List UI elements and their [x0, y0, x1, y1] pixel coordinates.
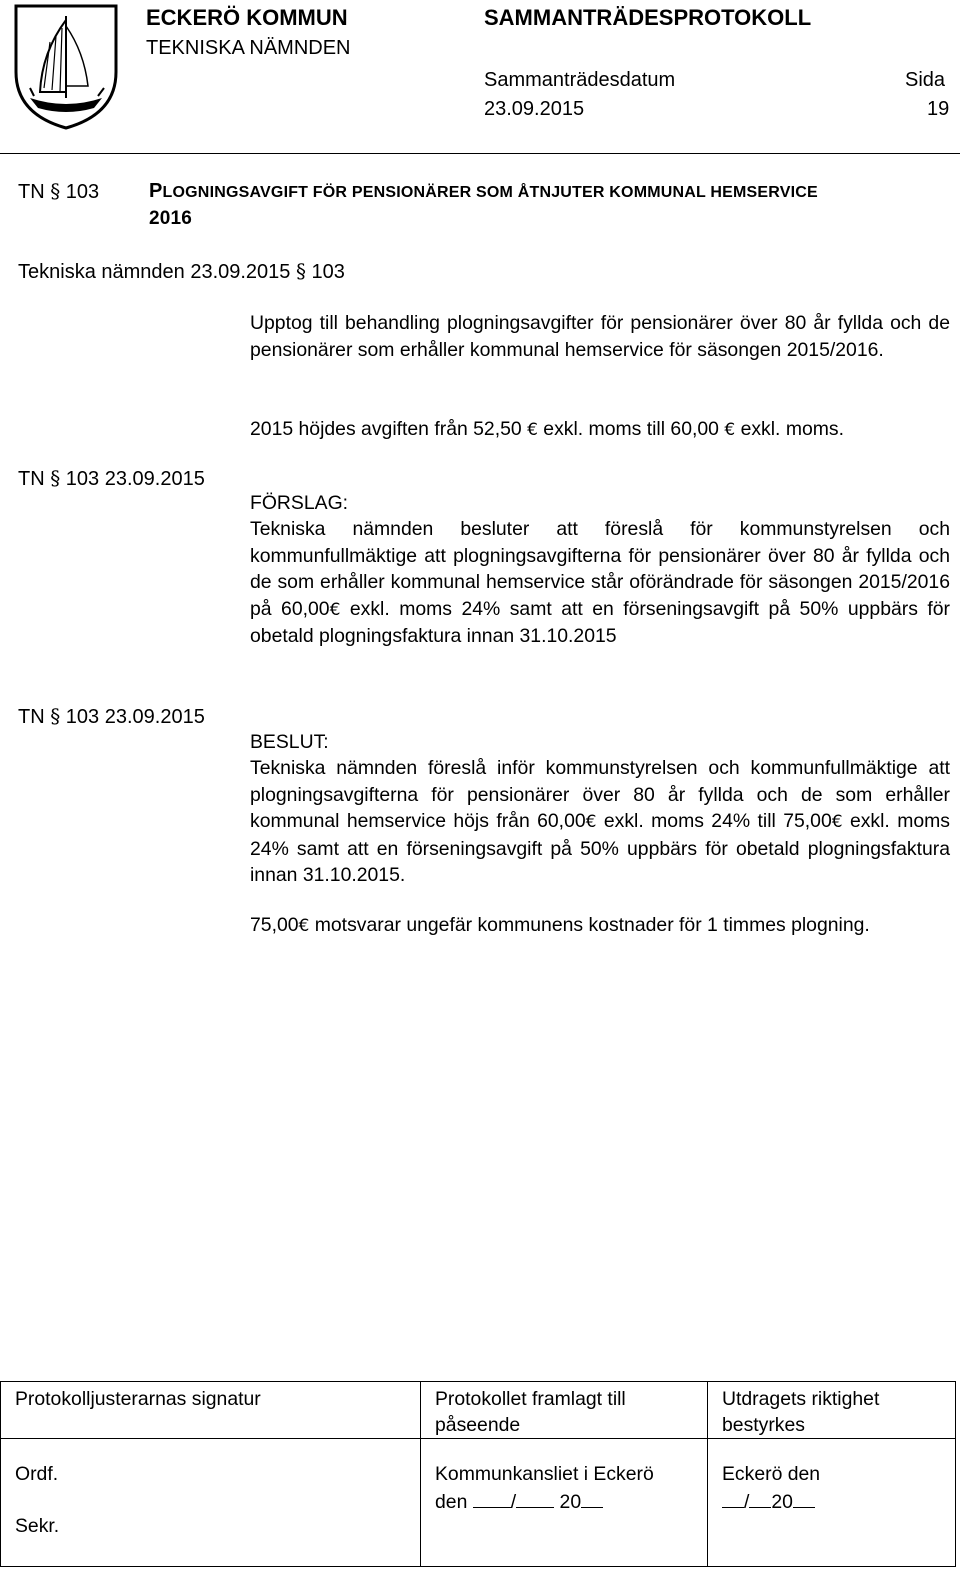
presentation-header: Protokollet framlagt till påseende: [421, 1382, 708, 1439]
signature-cell: [1, 1439, 421, 1567]
dept-name: TEKNISKA NÄMNDEN: [146, 37, 351, 59]
day-blank[interactable]: [722, 1487, 744, 1508]
day-blank[interactable]: [473, 1487, 511, 1508]
decision-heading: BESLUT:: [250, 731, 329, 753]
euro-icon: €: [724, 420, 736, 440]
certification-place: Eckerö den: [722, 1463, 821, 1485]
page-number: 19: [927, 98, 950, 120]
euro-icon: €: [329, 599, 341, 620]
euro-icon: €: [298, 916, 310, 936]
meeting-date: 23.09.2015: [484, 98, 585, 120]
month-blank[interactable]: [516, 1487, 554, 1508]
euro-icon: €: [585, 812, 597, 832]
decision-reference: TN § 103 23.09.2015: [18, 704, 205, 728]
section-title: PLOGNINGSAVGIFT FÖR PENSIONÄRER SOM ÅTNJUTER KOMMUNAL HEMSERVICE 2016: [149, 180, 818, 229]
certification-cell: [708, 1439, 956, 1567]
section-number: TN § 103: [18, 179, 100, 203]
doc-type: SAMMANTRÄDESPROTOKOLL: [484, 5, 812, 30]
proposal-heading: FÖRSLAG:: [250, 492, 349, 514]
presentation-place: Kommunkansliet i Eckerö: [435, 1463, 654, 1485]
year-blank[interactable]: [793, 1487, 815, 1508]
euro-icon: €: [527, 420, 538, 440]
proposal-reference: TN § 103 23.09.2015: [18, 466, 205, 490]
euro-icon: €: [831, 812, 843, 832]
presentation-cell: [421, 1439, 708, 1567]
org-name: ECKERÖ KOMMUN: [146, 5, 348, 30]
meeting-reference: Tekniska nämnden 23.09.2015 § 103: [18, 259, 345, 283]
chair-label: Ordf.: [15, 1463, 59, 1485]
page-label: Sida: [905, 69, 946, 91]
intro-paragraph: Upptog till behandling plogningsavgifter för pensionärer över 80 år fyllda och de pensionärer som erhåller kommunal hemservice för säsongen 2015/2016.: [250, 312, 950, 361]
year-blank[interactable]: [581, 1487, 603, 1508]
header-divider: [0, 153, 960, 154]
cost-note: 75,00€ motsvarar ungefär kommunens kostnader för 1 timmes plogning.: [250, 914, 870, 936]
secretary-label: Sekr.: [15, 1515, 60, 1537]
decision-text: Tekniska nämnden föreslå inför kommunstyrelsen och kommunfullmäktige att plogningsavgifterna för pensionärer över 80 år fyllda och de som erhåller kommunal hemservice höjs från 60,00€ exkl. moms 24% till 75,00€ exkl. moms 24% samt att en förseningsavgift på 50% uppbärs för obetald plogningsfaktura innan 31.10.2015.: [250, 757, 950, 886]
certification-header: Utdragets riktighet bestyrkes: [708, 1382, 956, 1439]
coat-of-arms-logo: [10, 2, 122, 130]
proposal-text: Tekniska nämnden besluter att föreslå för kommunstyrelsen och kommunfullmäktige att plogningsavgifterna för pensionärer över 80 år fyllda och de som erhåller kommunal hemservice står oförändrade för säsongen 2015/2016 på 60,00€ exkl. moms 24% samt att en förseningsavgift på 50% uppbärs för obetald plogningsfaktura innan 31.10.2015: [250, 518, 951, 647]
certification-date-line: / 20: [722, 1487, 941, 1515]
month-blank[interactable]: [749, 1487, 771, 1508]
fee-history: 2015 höjdes avgiften från 52,50 € exkl. moms till 60,00 € exkl. moms.: [250, 418, 844, 440]
presentation-date-line: den / 20: [435, 1487, 693, 1515]
meeting-date-label: Sammanträdesdatum: [484, 69, 676, 91]
signature-header: Protokolljusterarnas signatur: [1, 1382, 421, 1439]
signature-table: [0, 1381, 956, 1567]
